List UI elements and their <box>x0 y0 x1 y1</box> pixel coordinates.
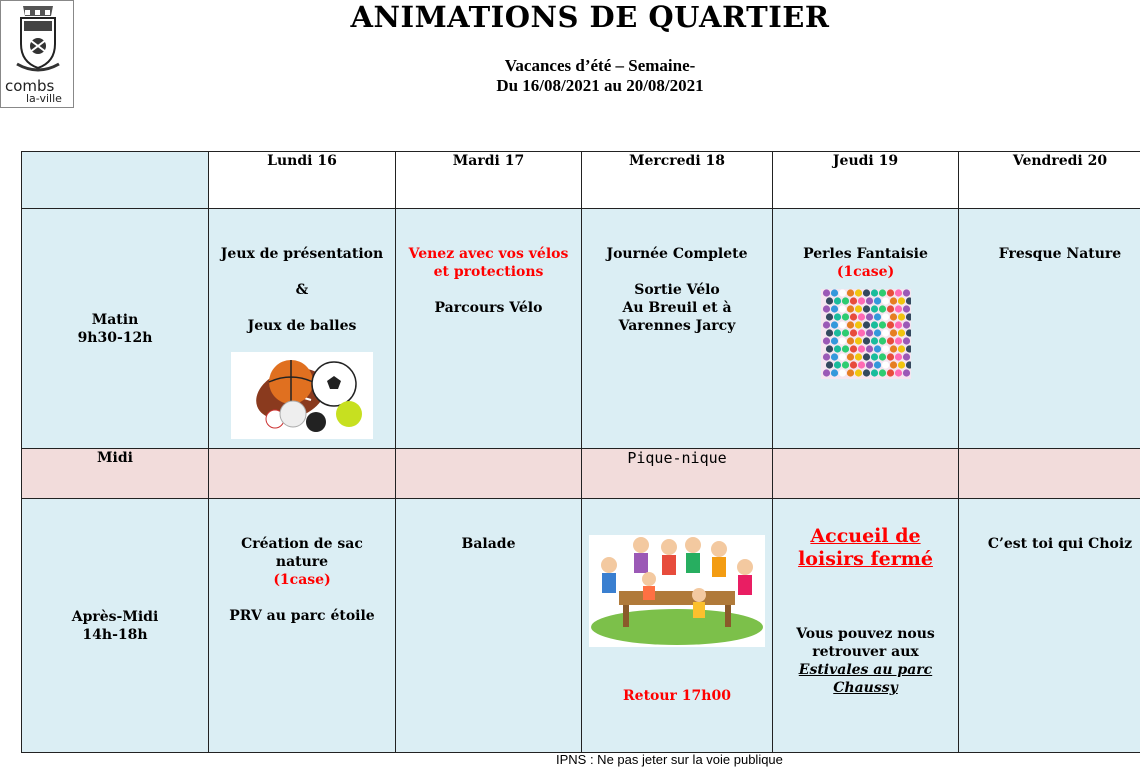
schedule-table <box>21 151 1140 753</box>
apres-midi-label: Après-Midi <box>22 608 208 626</box>
day-header-mercredi: Mercredi 18 <box>582 152 773 209</box>
cell-midi-jeudi <box>773 449 959 499</box>
cell-matin-mercredi <box>582 209 773 449</box>
cell-apres-jeudi <box>773 499 959 753</box>
cell-midi-vendredi <box>959 449 1140 499</box>
logo-text-combs: combs <box>5 79 54 94</box>
picnic-children-image <box>589 535 765 647</box>
activity-line: Création de sac <box>209 499 395 553</box>
row-label-apres-midi <box>22 499 209 753</box>
cell-matin-vendredi <box>959 209 1140 449</box>
row-label-midi: Midi <box>22 449 209 499</box>
afternoon-row <box>22 499 1140 753</box>
cell-matin-mardi <box>396 209 582 449</box>
matin-hours: 9h30-12h <box>22 329 208 347</box>
subtitle-dates: Du 16/08/2021 au 20/08/2021 <box>380 76 820 96</box>
activity-line: Vous pouvez nous <box>773 625 958 643</box>
row-label-matin <box>22 209 209 449</box>
cell-midi-mercredi <box>582 449 773 499</box>
return-time: Retour 17h00 <box>582 687 772 705</box>
activity-line: Fresque Nature <box>959 209 1140 263</box>
matin-label: Matin <box>22 311 208 329</box>
closed-notice: loisirs fermé <box>773 548 958 571</box>
cell-apres-mardi <box>396 499 582 753</box>
activity-note-red: Venez avec vos vélos <box>396 209 581 263</box>
activity-line: & <box>209 281 395 299</box>
day-header-jeudi: Jeudi 19 <box>773 152 959 209</box>
activity-line: Parcours Vélo <box>396 299 581 317</box>
event-name: Estivales au parc <box>773 661 958 679</box>
day-header-vendredi: Vendredi 20 <box>959 152 1140 209</box>
activity-line: Journée Complete <box>582 209 772 263</box>
cell-apres-mercredi <box>582 499 773 753</box>
activity-line: Varennes Jarcy <box>582 317 772 335</box>
activity-line: Perles Fantaisie <box>773 209 958 263</box>
subtitle-week: Vacances d’été – Semaine- <box>380 56 820 76</box>
midday-row <box>22 449 1140 499</box>
cell-matin-jeudi <box>773 209 959 449</box>
header-row <box>22 152 1140 209</box>
activity-note-red: (1case) <box>209 571 395 589</box>
cell-midi-mardi <box>396 449 582 499</box>
beads-image <box>821 289 911 379</box>
sports-balls-image <box>231 352 373 439</box>
coat-of-arms-icon <box>15 4 61 76</box>
page-title: ANIMATIONS DE QUARTIER <box>250 0 930 34</box>
closed-notice: Accueil de <box>773 525 958 548</box>
activity-line: nature <box>209 553 395 571</box>
cell-matin-lundi <box>209 209 396 449</box>
footer-note: IPNS : Ne pas jeter sur la voie publique <box>556 752 783 768</box>
cell-apres-lundi <box>209 499 396 753</box>
activity-line: Jeux de présentation <box>209 209 395 263</box>
activity-line: PRV au parc étoile <box>209 607 395 625</box>
cell-midi-lundi <box>209 449 396 499</box>
activity-line: Sortie Vélo <box>582 281 772 299</box>
city-logo <box>0 0 74 108</box>
apres-midi-hours: 14h-18h <box>22 626 208 644</box>
activity-line: retrouver aux <box>773 643 958 661</box>
cell-apres-vendredi <box>959 499 1140 753</box>
activity-note-red: (1case) <box>773 263 958 281</box>
day-header-mardi: Mardi 17 <box>396 152 582 209</box>
activity-line: Au Breuil et à <box>582 299 772 317</box>
event-name: Chaussy <box>773 679 958 697</box>
logo-text-la-ville: la-ville <box>26 93 62 105</box>
day-header-lundi: Lundi 16 <box>209 152 396 209</box>
activity-note-red: et protections <box>396 263 581 281</box>
activity-line: Jeux de balles <box>209 317 395 335</box>
morning-row <box>22 209 1140 449</box>
activity-line: Balade <box>396 499 581 553</box>
picnic-label: Pique-nique <box>627 449 726 467</box>
activity-line: C’est toi qui Choiz <box>959 499 1140 553</box>
corner-cell <box>22 152 209 209</box>
